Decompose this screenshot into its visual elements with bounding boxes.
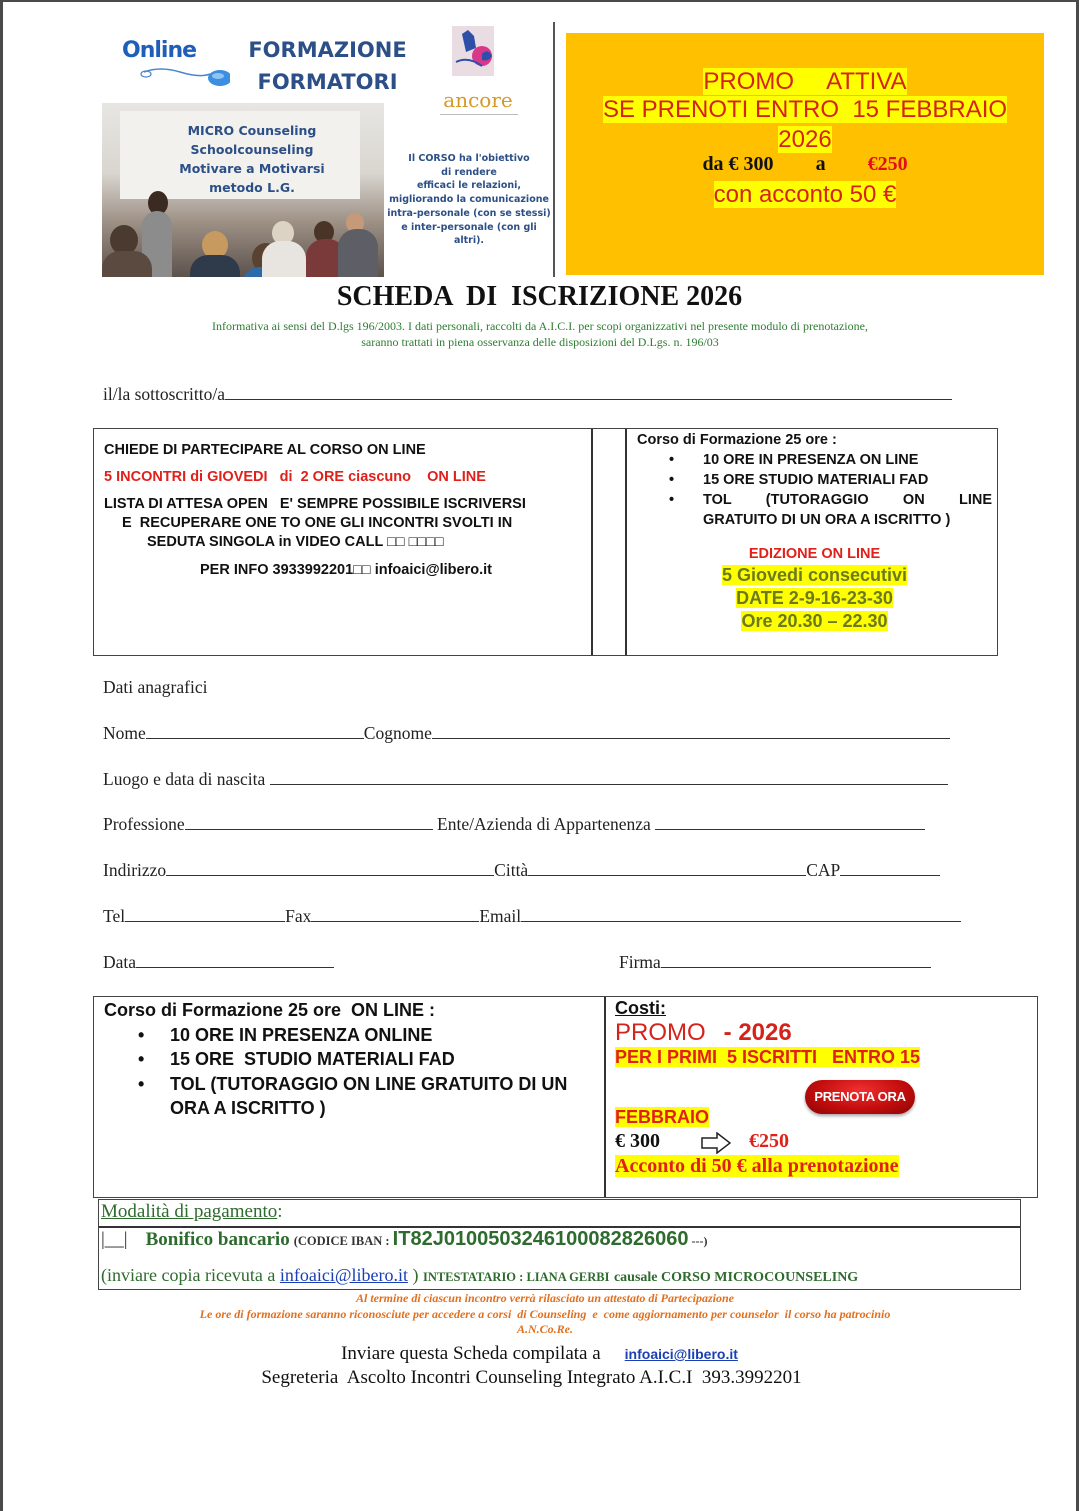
mouse-icon — [140, 64, 230, 90]
personal-data-label: Dati anagrafici — [103, 677, 208, 697]
contact-info: PER INFO 3933992201□□ infoaici@libero.it — [200, 562, 492, 578]
firma-input[interactable] — [661, 953, 931, 968]
bank-transfer-checkbox[interactable]: |__| — [101, 1229, 128, 1250]
course-item: • TOL (TUTORAGGIO ON LINE GRATUITO DI UN ORA A ISCRITTO ) — [637, 490, 992, 530]
promo-active: PROMO ATTIVA — [703, 68, 907, 95]
promo-deadline: SE PRENOTI ENTRO 15 FEBBRAIO — [602, 96, 1008, 123]
summary-item: • TOL (TUTORAGGIO ON LINE GRATUITO DI UN ORA A ISCRITTO ) — [104, 1072, 594, 1121]
course-item: • 10 ORE IN PRESENZA ON LINE — [637, 450, 992, 470]
promo-deposit: con acconto 50 € — [713, 181, 897, 208]
data-input[interactable] — [136, 953, 334, 968]
fax-input[interactable] — [311, 907, 479, 922]
classroom-photo — [102, 103, 384, 277]
footer-notes: Al termine di ciascun incontro verrà rilasciato un attestato di Partecipazione Le ore di formazione saranno riconosciute per accedere a corsi di Counseling e come aggiornamento per counselor il corso ha patrocinio A.N.Co.Re. — [199, 1291, 891, 1336]
date-row: Data — [103, 952, 334, 973]
ente-input[interactable] — [655, 815, 925, 830]
email-input[interactable] — [521, 907, 961, 922]
contact-row: Tel Fax Email — [103, 906, 961, 927]
deposit-note: Acconto di 50 € alla prenotazione — [615, 1155, 899, 1177]
promo-year: 2026 — [778, 126, 832, 153]
send-instructions: Inviare questa Scheda compilata a infoaici@libero.it — [341, 1343, 738, 1364]
course-objective: Il CORSO ha l'obiettivo di rendere efficaci le relazioni, migliorando la comunicazione intra-personale (con se stessi) e inter-personale (con gli altri). — [387, 153, 551, 247]
profession-row: Professione Ente/Azienda di Appartenenza — [103, 814, 925, 835]
course-item: • 15 ORE STUDIO MATERIALI FAD — [637, 470, 992, 490]
payment-title: Modalità di pagamento: — [101, 1201, 283, 1222]
schedule-days: 5 Giovedi consecutivi — [721, 565, 908, 585]
course-summary-cell: Corso di Formazione 25 ore ON LINE : • 10 ORE IN PRESENZA ONLINE • 15 ORE STUDIO MATERIALI FAD • TOL (TUTORAGGIO ON LINE GRATUITO DI UN ORA A ISCRITTO ) — [104, 998, 594, 1121]
undersigned-field[interactable]: il/la sottoscritto/a — [103, 384, 952, 405]
butterfly-logo — [452, 26, 494, 76]
summary-item: • 10 ORE IN PRESENZA ONLINE — [104, 1023, 594, 1048]
schedule-dates: DATE 2-9-16-23-30 — [736, 588, 893, 608]
butterfly-icon — [452, 26, 494, 76]
cap-input[interactable] — [840, 861, 940, 876]
promo-price: da € 300 a €250 — [702, 153, 908, 175]
costs-promo: PROMO - 2026 — [615, 1019, 792, 1046]
banner-divider — [553, 22, 555, 277]
online-logo: Online — [122, 38, 232, 88]
signature-row: Firma — [619, 952, 931, 973]
professione-input[interactable] — [185, 815, 433, 830]
costs-prices: € 300 €250 — [615, 1130, 789, 1152]
payment-table — [98, 1199, 1021, 1290]
photo-caption: MICRO Counseling Schoolcounseling Motivare a Motivarsi metodo L.G. — [179, 123, 325, 195]
bank-transfer-row: |__| Bonifico bancario (CODICE IBAN : IT82J0100503246100082826060 ---) — [101, 1228, 708, 1250]
birth-row: Luogo e data di nascita — [103, 769, 948, 790]
nome-input[interactable] — [146, 724, 364, 739]
page-title: SCHEDA DI ISCRIZIONE 2026 — [336, 281, 743, 312]
receipt-row: (inviare copia ricevuta a infoaici@libero.it ) INTESTATARIO : LIANA GERBI causale CORSO MICROCOUNSELING — [101, 1265, 859, 1285]
promo-box — [566, 33, 1044, 275]
receipt-email-link[interactable]: infoaici@libero.it — [279, 1265, 408, 1285]
birth-input[interactable] — [270, 770, 948, 785]
costs-cell: Costi: PROMO - 2026 PER I PRIMI 5 ISCRITTI ENTRO 15 FEBBRAIO € 300 €250 Acconto di 50 € alla prenotazione — [615, 998, 1025, 1068]
citta-input[interactable] — [528, 861, 806, 876]
secretary-contact: Segreteria Ascolto Incontri Counseling Integrato A.I.C.I 393.3992201 — [261, 1367, 802, 1388]
arrow-right-icon — [701, 1132, 731, 1154]
first-five-offer: PER I PRIMI 5 ISCRITTI ENTRO 15 — [615, 1047, 921, 1067]
prenota-ora-button[interactable]: PRENOTA ORA — [805, 1080, 915, 1114]
name-row: Nome Cognome — [103, 723, 950, 744]
indirizzo-input[interactable] — [166, 861, 494, 876]
request-cell: CHIEDE DI PARTECIPARE AL CORSO ON LINE 5 INCONTRI di GIOVEDI di 2 ORE ciascuno ON LINE LISTA DI ATTESA OPEN E' SEMPRE POSSIBILE ISCRIVERSI E RECUPERARE ONE TO ONE GLI INCONTRI SVOLTI IN SEDUTA SINGOLA in VIDEO CALL □□ □□□□ PER INFO 3933992201□□ infoaici@libero.it — [104, 441, 589, 580]
course-cell: Corso di Formazione 25 ore : • 10 ORE IN PRESENZA ON LINE • 15 ORE STUDIO MATERIALI FAD • TOL (TUTORAGGIO ON LINE GRATUITO DI UN ORA A ISCRITTO ) EDIZIONE ON LINE 5 Giovedi consecutivi DATE 2-9-16-23-30 Ore 20.30 – 22.30 — [637, 430, 992, 633]
ancore-tagline — [440, 114, 518, 115]
summary-item: • 15 ORE STUDIO MATERIALI FAD — [104, 1047, 594, 1072]
tel-input[interactable] — [125, 907, 285, 922]
privacy-notice: Informativa ai sensi del D.lgs 196/2003. I dati personali, raccolti da A.I.C.I. per scopi organizzativi nel presente modulo di prenotazione, saranno trattati in piena osservanza delle disposizioni del D.Lgs. n. 196/03 — [212, 319, 868, 349]
course-request-table — [93, 428, 998, 656]
undersigned-input[interactable] — [225, 385, 952, 400]
iban-code: IT82J0100503246100082826060 — [392, 1228, 689, 1250]
meetings-info: 5 INCONTRI di GIOVEDI di 2 ORE ciascuno ON LINE — [104, 469, 486, 485]
schedule-hours: Ore 20.30 – 22.30 — [741, 611, 888, 631]
address-row: Indirizzo Città CAP — [103, 860, 940, 881]
banner-title: FORMAZIONE FORMATORI — [248, 38, 407, 94]
cognome-input[interactable] — [432, 724, 950, 739]
ancore-logo: ancore — [443, 88, 513, 112]
send-email-link[interactable]: infoaici@libero.it — [624, 1346, 738, 1362]
edition-label: EDIZIONE ON LINE — [748, 546, 881, 562]
